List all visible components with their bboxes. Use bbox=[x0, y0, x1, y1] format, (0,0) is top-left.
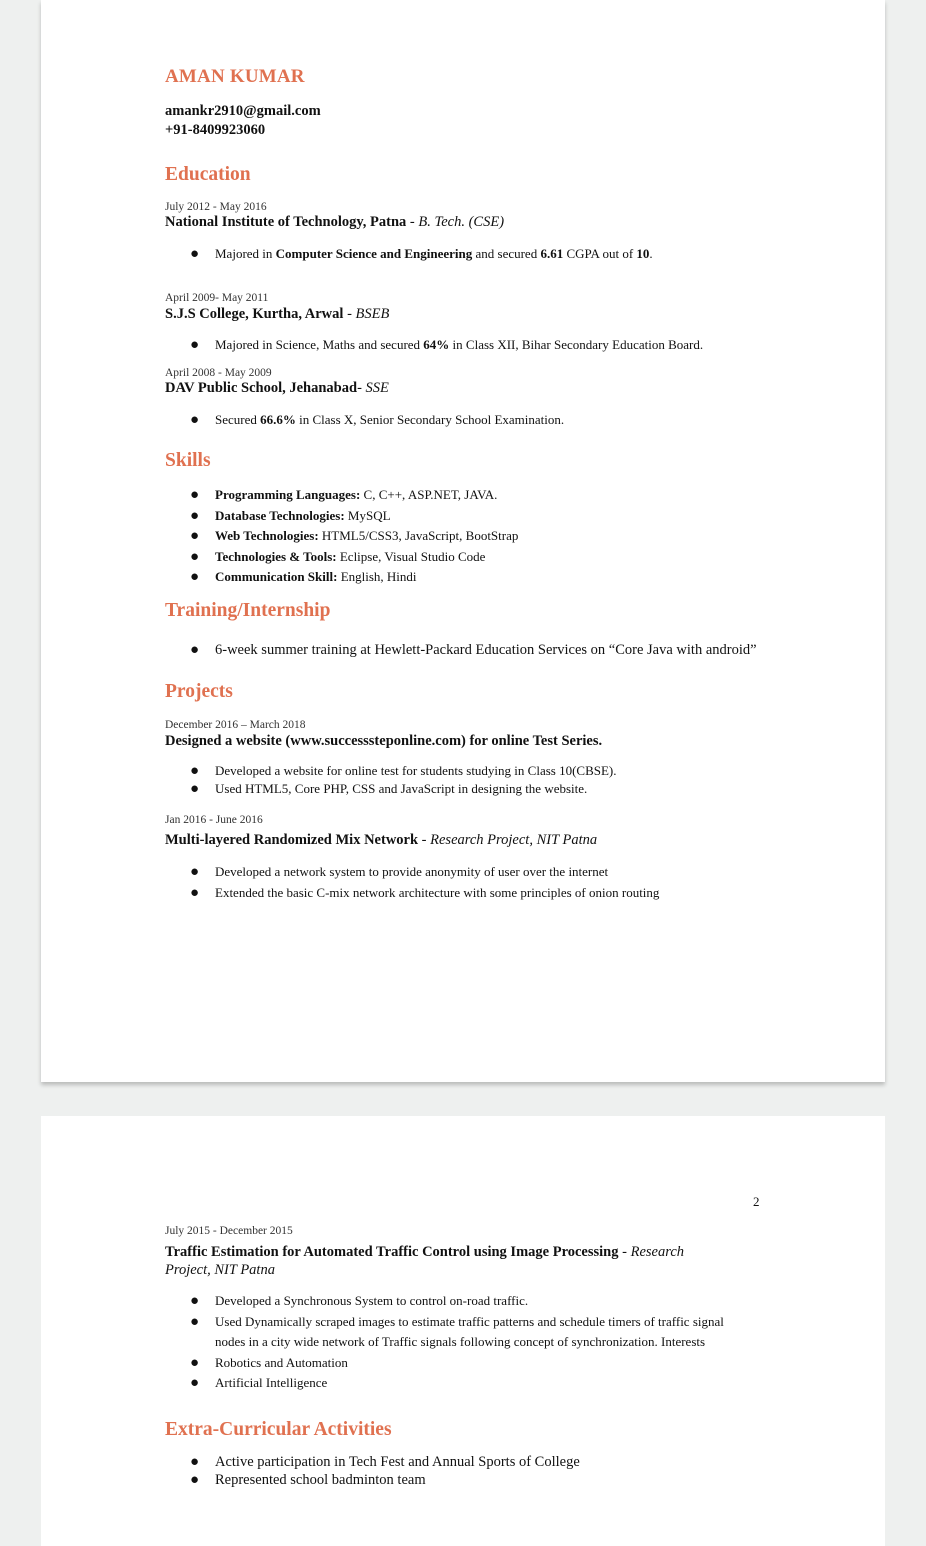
education-institution: DAV Public School, Jehanabad- SSE bbox=[165, 380, 389, 396]
candidate-name: AMAN KUMAR bbox=[165, 66, 305, 87]
email[interactable]: amankr2910@gmail.com bbox=[165, 103, 321, 119]
section-heading-skills: Skills bbox=[165, 450, 211, 471]
resume-page-2 bbox=[41, 1116, 885, 1546]
skills-list bbox=[165, 485, 518, 588]
section-heading-extracurricular: Extra-Curricular Activities bbox=[165, 1419, 392, 1440]
list-item: ● Active participation in Tech Fest and Annual Sports of College bbox=[190, 1454, 580, 1470]
education-institution: S.J.S College, Kurtha, Arwal - BSEB bbox=[165, 306, 390, 322]
list-item: ● Extended the basic C-mix network architecture with some principles of onion routing bbox=[190, 884, 660, 901]
phone: +91-8409923060 bbox=[165, 122, 266, 138]
list-item: ● Majored in Computer Science and Engineering and secured 6.61 CGPA out of 10. bbox=[190, 246, 653, 262]
education-date: April 2008 - May 2009 bbox=[165, 367, 272, 379]
project-title: Designed a website (www.successsteponline.com) for online Test Series. bbox=[165, 733, 603, 749]
list-item: ● Represented school badminton team bbox=[190, 1472, 426, 1488]
section-heading-projects: Projects bbox=[165, 681, 233, 702]
list-item-continued: nodes in a city wide network of Traffic signals following concept of synchronization. Interests bbox=[215, 1334, 706, 1350]
list-item: ● Developed a Synchronous System to control on-road traffic. bbox=[190, 1293, 529, 1309]
project-bullets bbox=[165, 762, 617, 798]
project-title: Multi-layered Randomized Mix Network - Research Project, NIT Patna bbox=[165, 832, 598, 848]
resume-page-1 bbox=[41, 0, 885, 1082]
list-item: ● Programming Languages: C, C++, ASP.NET, JAVA. bbox=[190, 487, 498, 503]
section-heading-training: Training/Internship bbox=[165, 600, 331, 621]
list-item: ● Robotics and Automation bbox=[190, 1354, 348, 1371]
project-bullets bbox=[165, 862, 659, 903]
list-item: ● Used Dynamically scraped images to estimate traffic patterns and schedule timers of traffic signal bbox=[190, 1313, 724, 1330]
project-date: July 2015 - December 2015 bbox=[165, 1225, 293, 1237]
list-item: ● Developed a network system to provide anonymity of user over the internet bbox=[190, 864, 609, 880]
section-heading-education: Education bbox=[165, 164, 251, 185]
project-date: Jan 2016 - June 2016 bbox=[165, 814, 263, 826]
extracurricular-list bbox=[165, 1453, 580, 1489]
project-subtitle: Project, NIT Patna bbox=[165, 1262, 275, 1278]
project-title: Traffic Estimation for Automated Traffic Control using Image Processing - Research bbox=[165, 1244, 685, 1260]
list-item: ● Communication Skill: English, Hindi bbox=[190, 569, 417, 586]
list-item: ● Web Technologies: HTML5/CSS3, JavaScript, BootStrap bbox=[190, 528, 519, 545]
list-item: ● 6-week summer training at Hewlett-Packard Education Services on “Core Java with android” bbox=[190, 642, 757, 658]
list-item: ● Used HTML5, Core PHP, CSS and JavaScript in designing the website. bbox=[190, 781, 588, 797]
education-date: April 2009- May 2011 bbox=[165, 292, 269, 304]
project-date: December 2016 – March 2018 bbox=[165, 719, 306, 731]
list-item: ● Majored in Science, Maths and secured 64% in Class XII, Bihar Secondary Education Board. bbox=[190, 337, 704, 353]
education-date: July 2012 - May 2016 bbox=[165, 201, 267, 213]
page-number: 2 bbox=[753, 1194, 760, 1209]
list-item: ● Artificial Intelligence bbox=[190, 1375, 328, 1392]
project-bullets bbox=[165, 1291, 724, 1394]
list-item: ● Database Technologies: MySQL bbox=[190, 507, 391, 524]
list-item: ● Developed a website for online test for students studying in Class 10(CBSE). bbox=[190, 763, 617, 779]
list-item: ● Secured 66.6% in Class X, Senior Secondary School Examination. bbox=[190, 412, 565, 428]
education-institution: National Institute of Technology, Patna - B. Tech. (CSE) bbox=[165, 214, 505, 230]
list-item: ● Technologies & Tools: Eclipse, Visual Studio Code bbox=[190, 548, 486, 565]
